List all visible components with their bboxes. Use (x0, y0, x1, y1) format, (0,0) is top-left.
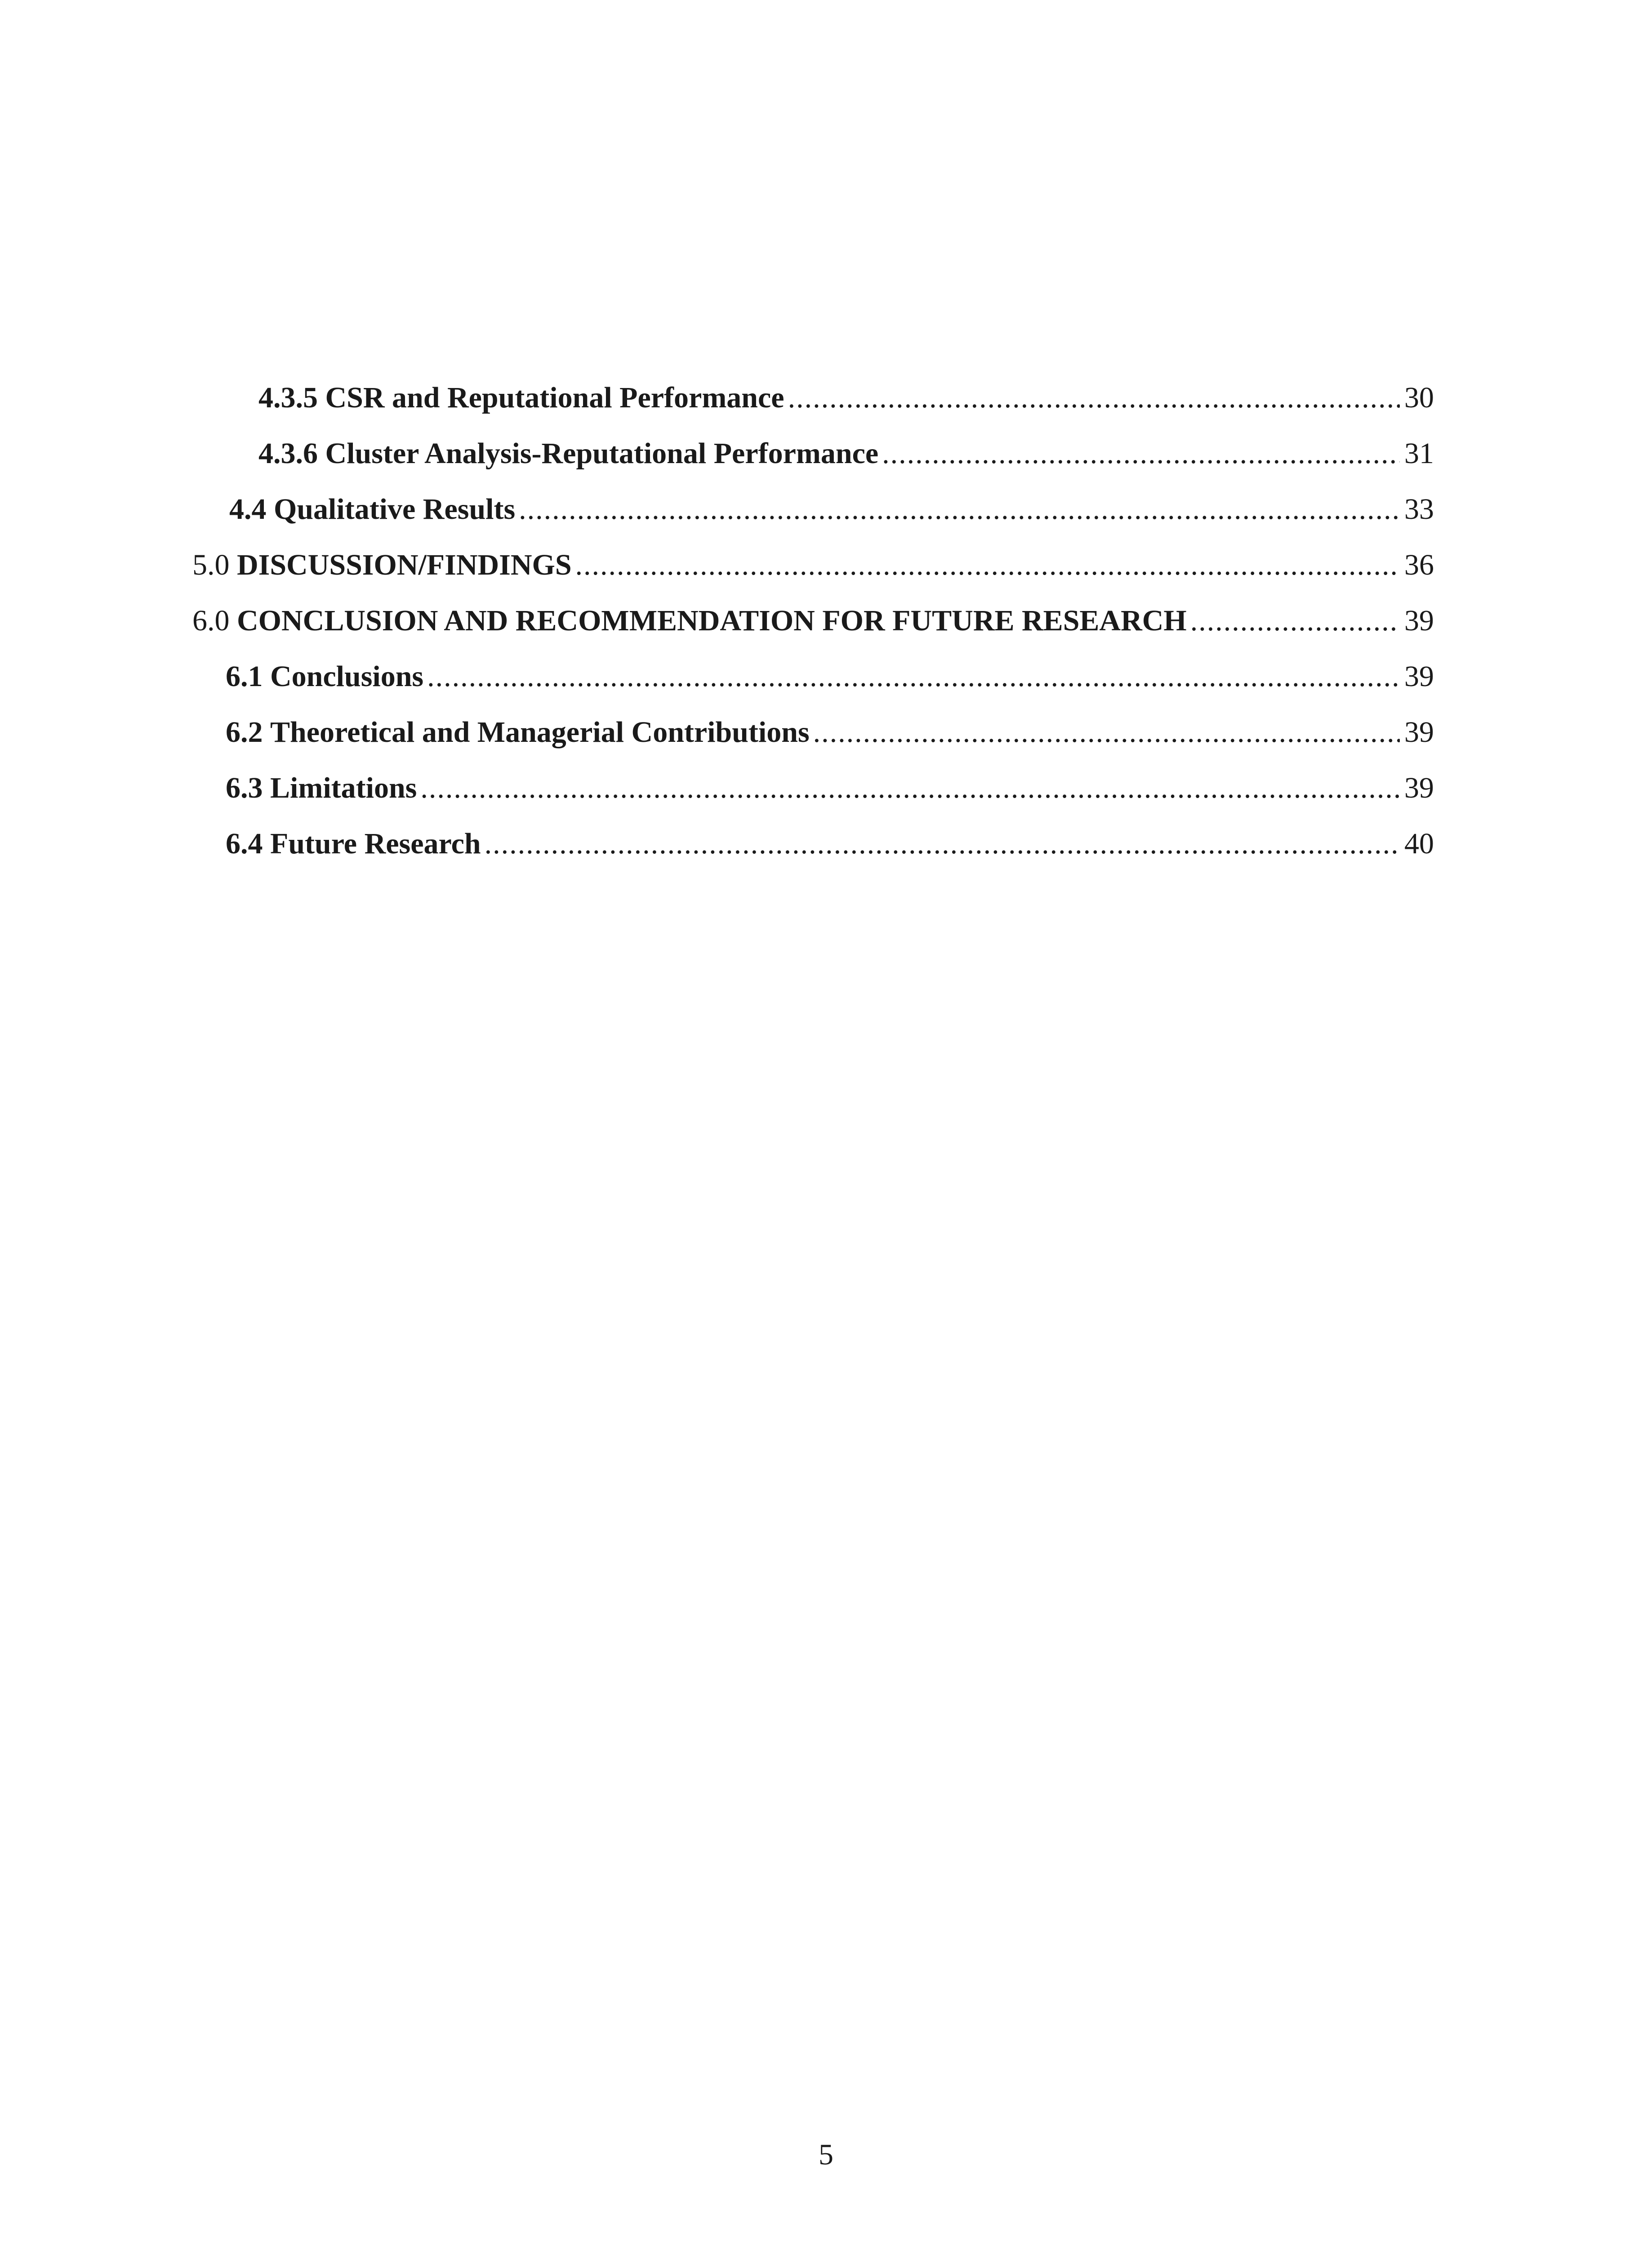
toc-entry-number: 6.3 (226, 772, 263, 804)
toc-entry-page: 30 (1404, 381, 1434, 414)
toc-dot-leader (427, 662, 1400, 691)
toc-dot-leader (813, 718, 1400, 747)
toc-entry[interactable] (226, 809, 1434, 859)
toc-dot-leader (1190, 606, 1400, 636)
toc-dot-leader (788, 383, 1400, 413)
toc-entry[interactable] (226, 754, 1434, 803)
toc-entry-title: Future Research (270, 827, 481, 860)
toc-entry-page: 39 (1404, 772, 1434, 804)
toc-entry[interactable] (226, 642, 1434, 691)
toc-dot-leader (882, 439, 1400, 468)
toc-entry-page: 33 (1404, 493, 1434, 526)
toc-entry-title: Conclusions (270, 660, 424, 693)
toc-entry-number: 6.4 (226, 827, 263, 860)
toc-entry-page: 36 (1404, 549, 1434, 581)
toc-entry[interactable] (192, 586, 1434, 636)
toc-entry-number: 5.0 (192, 549, 230, 581)
toc-entry[interactable] (229, 475, 1434, 524)
toc-dot-leader (519, 495, 1400, 524)
toc-entry-page: 31 (1404, 437, 1434, 470)
toc-entry-title: CSR and Reputational Performance (325, 381, 784, 414)
toc-entry-title: Limitations (270, 772, 417, 804)
toc-entry-page: 39 (1404, 716, 1434, 749)
toc-entry-page: 39 (1404, 660, 1434, 693)
toc-entry-page: 39 (1404, 604, 1434, 637)
toc-entry[interactable] (258, 363, 1434, 413)
toc-entry-number: 6.0 (192, 604, 230, 637)
toc-dot-leader (575, 550, 1400, 580)
toc-entry[interactable] (192, 531, 1434, 580)
toc-entry-number: 6.1 (226, 660, 263, 693)
toc-entry[interactable] (258, 419, 1434, 468)
toc-entry-number: 4.4 (229, 493, 267, 526)
page-number: 5 (819, 2138, 833, 2171)
toc-entry-title: CONCLUSION AND RECOMMENDATION FOR FUTURE RESEARCH (237, 604, 1187, 637)
toc-entry-title: Cluster Analysis-Reputational Performance (325, 437, 879, 470)
toc-entry-number: 4.3.6 (258, 437, 318, 470)
toc-dot-leader (485, 829, 1400, 859)
toc-entry-title: Qualitative Results (274, 493, 516, 526)
toc-entry-number: 6.2 (226, 716, 263, 749)
toc-entry-page: 40 (1404, 827, 1434, 860)
toc-dot-leader (420, 773, 1400, 803)
toc-entry[interactable] (226, 698, 1434, 747)
toc-entry-number: 4.3.5 (258, 381, 318, 414)
toc-entry-title: DISCUSSION/FINDINGS (237, 549, 572, 581)
toc-entry-title: Theoretical and Managerial Contributions (270, 716, 810, 749)
